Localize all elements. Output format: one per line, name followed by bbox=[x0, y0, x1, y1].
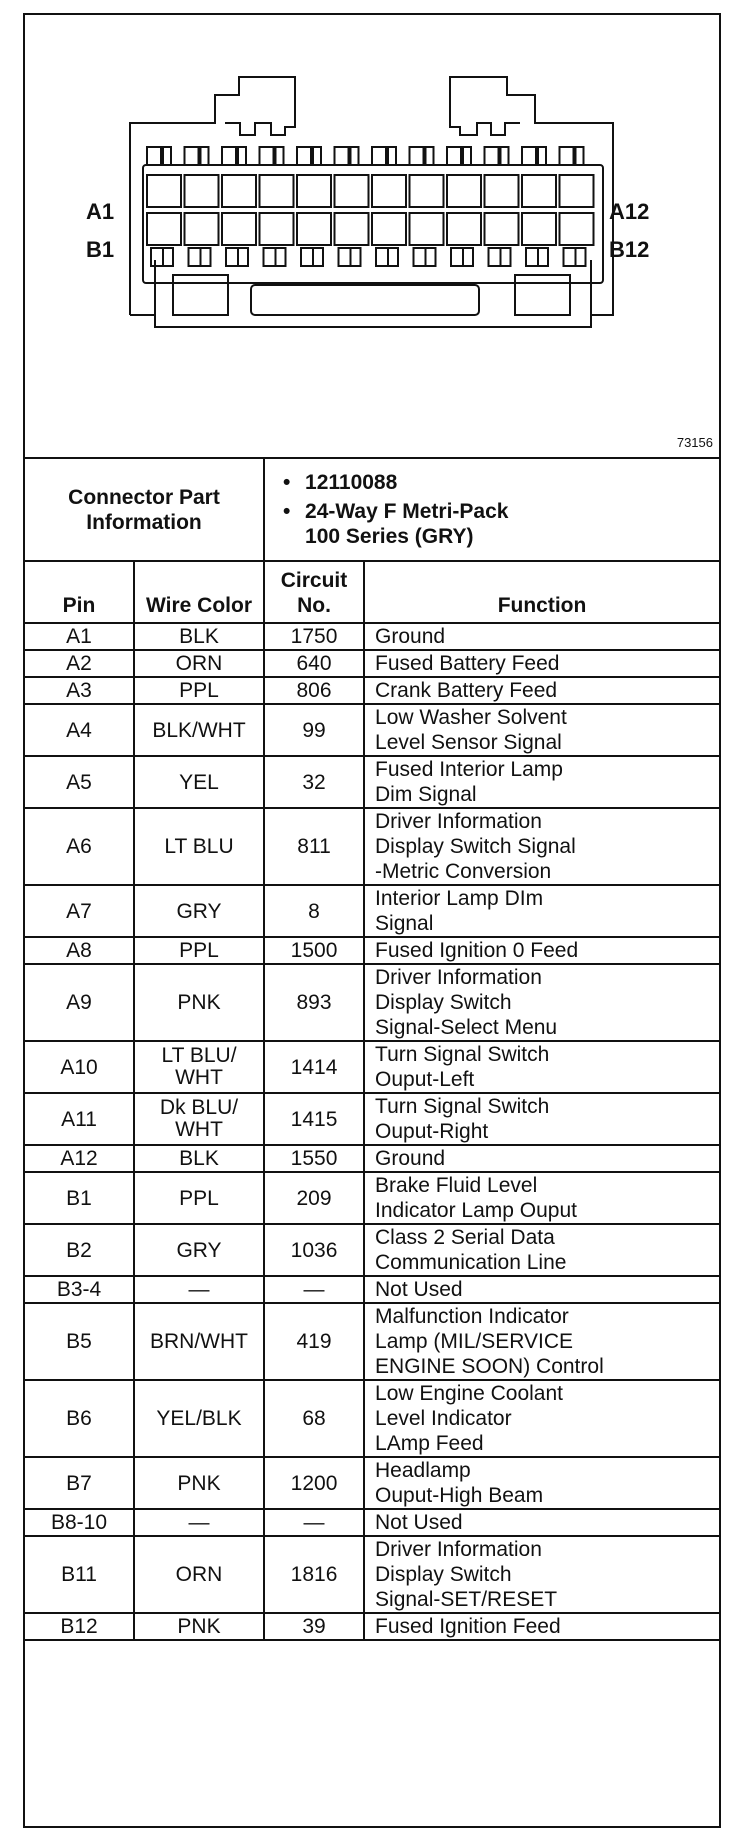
pin-cavity-a bbox=[185, 175, 219, 207]
pin-cavity-b bbox=[185, 213, 219, 245]
circuit-cell: 640 bbox=[264, 650, 364, 677]
function-line: Signal-SET/RESET bbox=[375, 1588, 558, 1611]
wire-color-cell: YEL bbox=[134, 756, 264, 808]
function-line: Display Switch bbox=[375, 991, 512, 1014]
pin-latch-bottom bbox=[201, 248, 211, 266]
table-row bbox=[25, 1224, 719, 1276]
function-cell bbox=[364, 1093, 719, 1145]
circuit-cell: 1415 bbox=[264, 1093, 364, 1145]
function-line: Not Used bbox=[375, 1511, 463, 1534]
pin-cavity-b bbox=[372, 213, 406, 245]
table-row bbox=[25, 677, 719, 704]
function-cell bbox=[364, 885, 719, 937]
function-line: Signal-Select Menu bbox=[375, 1016, 558, 1039]
pin-latch-bottom bbox=[264, 248, 276, 266]
table-row bbox=[25, 1613, 719, 1640]
function-line: Fused Interior Lamp bbox=[375, 758, 563, 781]
pin-label-a12: A12 bbox=[609, 199, 650, 224]
connector-info-label: Connector Part Information bbox=[25, 458, 264, 561]
function-cell bbox=[364, 1276, 719, 1303]
function-line: Fused Ignition 0 Feed bbox=[375, 939, 579, 962]
table-row bbox=[25, 1303, 719, 1380]
pin-cavity-a bbox=[485, 175, 519, 207]
function-line: -Metric Conversion bbox=[375, 860, 552, 883]
table-row bbox=[25, 964, 719, 1041]
pin-latch-bottom bbox=[388, 248, 398, 266]
circuit-cell: — bbox=[264, 1276, 364, 1303]
pin-cell: B2 bbox=[25, 1224, 134, 1276]
wire-color-cell: ORN bbox=[134, 1536, 264, 1613]
function-line: Display Switch bbox=[375, 1563, 512, 1586]
pin-cavity-b bbox=[522, 213, 556, 245]
description-line1: 24-Way F Metri-Pack bbox=[305, 500, 509, 523]
pin-cell: B1 bbox=[25, 1172, 134, 1224]
pin-cell: A12 bbox=[25, 1145, 134, 1172]
wire-color-cell: BLK bbox=[134, 623, 264, 650]
function-line: Turn Signal Switch bbox=[375, 1043, 550, 1066]
function-line: ENGINE SOON) Control bbox=[375, 1355, 604, 1378]
wire-color-cell: PNK bbox=[134, 1613, 264, 1640]
function-line: LAmp Feed bbox=[375, 1432, 484, 1455]
wire-color-cell: YEL/BLK bbox=[134, 1380, 264, 1457]
pin-cell: A1 bbox=[25, 623, 134, 650]
pin-latch-bottom bbox=[313, 248, 323, 266]
function-line: Headlamp bbox=[375, 1459, 471, 1482]
table-row bbox=[25, 1276, 719, 1303]
circuit-cell: 1200 bbox=[264, 1457, 364, 1509]
wire-color-cell: ORN bbox=[134, 650, 264, 677]
pin-latch-bottom bbox=[538, 248, 548, 266]
table-row bbox=[25, 704, 719, 756]
pin-cell: A8 bbox=[25, 937, 134, 964]
function-line: Dim Signal bbox=[375, 783, 477, 806]
table-row bbox=[25, 885, 719, 937]
pin-cavity-b bbox=[222, 213, 256, 245]
function-line: Communication Line bbox=[375, 1251, 567, 1274]
circuit-cell: 811 bbox=[264, 808, 364, 885]
description-line2: 100 Series (GRY) bbox=[305, 525, 474, 548]
function-cell bbox=[364, 1172, 719, 1224]
wire-color-cell: PNK bbox=[134, 964, 264, 1041]
pin-latch-bottom bbox=[226, 248, 238, 266]
part-number: 12110088 bbox=[305, 471, 398, 494]
function-cell bbox=[364, 808, 719, 885]
pin-cell: B11 bbox=[25, 1536, 134, 1613]
pin-cell: A3 bbox=[25, 677, 134, 704]
wire-color-cell: GRY bbox=[134, 1224, 264, 1276]
pin-latch-bottom bbox=[526, 248, 538, 266]
pin-latch-bottom bbox=[414, 248, 426, 266]
table-row bbox=[25, 623, 719, 650]
function-line: Not Used bbox=[375, 1278, 463, 1301]
function-line: Driver Information bbox=[375, 1538, 542, 1561]
function-cell bbox=[364, 704, 719, 756]
table-row bbox=[25, 808, 719, 885]
function-cell bbox=[364, 756, 719, 808]
pin-latch-bottom bbox=[276, 248, 286, 266]
pin-label-b12: B12 bbox=[609, 237, 650, 262]
wire-color-cell: LT BLU/ WHT bbox=[134, 1041, 264, 1093]
pin-cell: A9 bbox=[25, 964, 134, 1041]
function-cell bbox=[364, 1145, 719, 1172]
function-cell bbox=[364, 1457, 719, 1509]
pin-cavity-b bbox=[260, 213, 294, 245]
header-wire-color: Wire Color bbox=[134, 561, 264, 623]
pin-cavity-a bbox=[560, 175, 594, 207]
table-row bbox=[25, 650, 719, 677]
header-circuit: Circuit No. bbox=[264, 561, 364, 623]
wire-color-cell: Dk BLU/ WHT bbox=[134, 1093, 264, 1145]
pin-cell: B12 bbox=[25, 1613, 134, 1640]
header-row bbox=[25, 561, 719, 623]
pin-cavity-b bbox=[485, 213, 519, 245]
circuit-cell: 419 bbox=[264, 1303, 364, 1380]
function-cell bbox=[364, 1536, 719, 1613]
wire-color-cell: BLK/WHT bbox=[134, 704, 264, 756]
function-line: Ouput-Right bbox=[375, 1120, 489, 1143]
wire-color-cell: — bbox=[134, 1276, 264, 1303]
part-number-item: • 12110088 bbox=[283, 471, 398, 494]
pin-cavity-a bbox=[260, 175, 294, 207]
pin-cell: A6 bbox=[25, 808, 134, 885]
pin-cavity-a bbox=[410, 175, 444, 207]
function-line: Ground bbox=[375, 1147, 446, 1170]
pin-latch-bottom bbox=[501, 248, 511, 266]
circuit-cell: 893 bbox=[264, 964, 364, 1041]
pin-latch-bottom bbox=[301, 248, 313, 266]
pin-latch-bottom bbox=[489, 248, 501, 266]
function-line: Malfunction Indicator bbox=[375, 1305, 569, 1328]
function-line: Level Sensor Signal bbox=[375, 731, 562, 754]
pin-cell: A11 bbox=[25, 1093, 134, 1145]
pin-cavity-a bbox=[335, 175, 369, 207]
function-line: Crank Battery Feed bbox=[375, 679, 558, 702]
pin-label-a1: A1 bbox=[86, 199, 115, 224]
function-cell bbox=[364, 623, 719, 650]
circuit-cell: 8 bbox=[264, 885, 364, 937]
pin-cavity-b bbox=[147, 213, 181, 245]
pin-cell: B3-4 bbox=[25, 1276, 134, 1303]
pin-cell: B7 bbox=[25, 1457, 134, 1509]
function-cell bbox=[364, 1613, 719, 1640]
pin-cavity-a bbox=[447, 175, 481, 207]
pin-latch-bottom bbox=[351, 248, 361, 266]
table-row bbox=[25, 1457, 719, 1509]
function-cell bbox=[364, 1224, 719, 1276]
function-line: Ouput-Left bbox=[375, 1068, 475, 1091]
function-line: Brake Fluid Level bbox=[375, 1174, 538, 1197]
circuit-cell: 1550 bbox=[264, 1145, 364, 1172]
pin-cell: A7 bbox=[25, 885, 134, 937]
connector-key bbox=[251, 285, 479, 315]
function-line: Display Switch Signal bbox=[375, 835, 576, 858]
function-cell bbox=[364, 650, 719, 677]
table-row bbox=[25, 1145, 719, 1172]
function-line: Lamp (MIL/SERVICE bbox=[375, 1330, 574, 1353]
pin-cell: B8-10 bbox=[25, 1509, 134, 1536]
pin-label-b1: B1 bbox=[86, 237, 115, 262]
wire-color-cell: PNK bbox=[134, 1457, 264, 1509]
pin-cavity-a bbox=[372, 175, 406, 207]
function-line: Driver Information bbox=[375, 966, 542, 989]
function-cell bbox=[364, 937, 719, 964]
header-function: Function bbox=[364, 561, 719, 623]
pin-cavity-b bbox=[410, 213, 444, 245]
pin-cell: A4 bbox=[25, 704, 134, 756]
pin-cavity-a bbox=[522, 175, 556, 207]
wire-color-cell: — bbox=[134, 1509, 264, 1536]
table-row bbox=[25, 937, 719, 964]
function-line: Interior Lamp DIm bbox=[375, 887, 544, 910]
circuit-cell: 1500 bbox=[264, 937, 364, 964]
pin-latch-bottom bbox=[376, 248, 388, 266]
connector-info-details bbox=[264, 458, 719, 561]
function-line: Class 2 Serial Data bbox=[375, 1226, 555, 1249]
connector-sheet bbox=[23, 13, 721, 1828]
table-row bbox=[25, 1536, 719, 1613]
circuit-cell: 99 bbox=[264, 704, 364, 756]
wire-color-cell: PPL bbox=[134, 1172, 264, 1224]
pin-latch-bottom bbox=[576, 248, 586, 266]
wire-color-cell: BLK bbox=[134, 1145, 264, 1172]
pin-cell: B6 bbox=[25, 1380, 134, 1457]
table-row bbox=[25, 1509, 719, 1536]
function-line: Driver Information bbox=[375, 810, 542, 833]
circuit-cell: 32 bbox=[264, 756, 364, 808]
figure-number: 73156 bbox=[676, 435, 713, 450]
function-line: Level Indicator bbox=[375, 1407, 512, 1430]
pin-cavity-a bbox=[222, 175, 256, 207]
table-row bbox=[25, 756, 719, 808]
table-row bbox=[25, 1041, 719, 1093]
pin-latch-bottom bbox=[163, 248, 173, 266]
circuit-cell: 1036 bbox=[264, 1224, 364, 1276]
function-cell bbox=[364, 1509, 719, 1536]
circuit-cell: 1750 bbox=[264, 623, 364, 650]
pin-latch-bottom bbox=[189, 248, 201, 266]
function-line: Low Washer Solvent bbox=[375, 706, 567, 729]
description-item: • 24-Way F Metri-Pack 100 Series (GRY) bbox=[283, 500, 509, 548]
function-line: Indicator Lamp Ouput bbox=[375, 1199, 577, 1222]
function-cell bbox=[364, 677, 719, 704]
pin-latch-bottom bbox=[463, 248, 473, 266]
pin-cavity-b bbox=[297, 213, 331, 245]
connector-rib-right bbox=[515, 275, 570, 315]
function-line: Fused Battery Feed bbox=[375, 652, 560, 675]
pin-cell: B5 bbox=[25, 1303, 134, 1380]
pin-cell: A10 bbox=[25, 1041, 134, 1093]
table-row bbox=[25, 1380, 719, 1457]
circuit-cell: 209 bbox=[264, 1172, 364, 1224]
pin-latch-bottom bbox=[564, 248, 576, 266]
function-line: Ground bbox=[375, 625, 446, 648]
circuit-cell: 1414 bbox=[264, 1041, 364, 1093]
table-row bbox=[25, 1093, 719, 1145]
circuit-cell: 1816 bbox=[264, 1536, 364, 1613]
pin-latch-bottom bbox=[238, 248, 248, 266]
circuit-cell: — bbox=[264, 1509, 364, 1536]
pin-cell: A5 bbox=[25, 756, 134, 808]
wire-color-cell: BRN/WHT bbox=[134, 1303, 264, 1380]
wire-color-cell: PPL bbox=[134, 677, 264, 704]
connector-rib-left bbox=[173, 275, 228, 315]
pin-latch-bottom bbox=[426, 248, 436, 266]
function-line: Ouput-High Beam bbox=[375, 1484, 544, 1507]
circuit-cell: 39 bbox=[264, 1613, 364, 1640]
pin-cell: A2 bbox=[25, 650, 134, 677]
pin-latch-bottom bbox=[339, 248, 351, 266]
table-row bbox=[25, 1172, 719, 1224]
pin-latch-bottom bbox=[451, 248, 463, 266]
header-pin: Pin bbox=[25, 561, 134, 623]
wire-color-cell: PPL bbox=[134, 937, 264, 964]
pin-latch-bottom bbox=[151, 248, 163, 266]
pin-cavity-a bbox=[147, 175, 181, 207]
function-cell bbox=[364, 1303, 719, 1380]
wire-color-cell: LT BLU bbox=[134, 808, 264, 885]
connector-drawing bbox=[25, 15, 719, 457]
pin-cavity-b bbox=[560, 213, 594, 245]
connector-diagram bbox=[25, 15, 719, 459]
function-cell bbox=[364, 1041, 719, 1093]
function-line: Turn Signal Switch bbox=[375, 1095, 550, 1118]
function-line: Low Engine Coolant bbox=[375, 1382, 563, 1405]
connector-info-row bbox=[25, 458, 719, 561]
pinout-table bbox=[25, 457, 719, 1641]
circuit-cell: 806 bbox=[264, 677, 364, 704]
pin-cavity-b bbox=[335, 213, 369, 245]
function-line: Fused Ignition Feed bbox=[375, 1615, 561, 1638]
function-line: Signal bbox=[375, 912, 434, 935]
pin-cavity-b bbox=[447, 213, 481, 245]
circuit-cell: 68 bbox=[264, 1380, 364, 1457]
function-cell bbox=[364, 964, 719, 1041]
function-cell bbox=[364, 1380, 719, 1457]
wire-color-cell: GRY bbox=[134, 885, 264, 937]
pin-cavity-a bbox=[297, 175, 331, 207]
